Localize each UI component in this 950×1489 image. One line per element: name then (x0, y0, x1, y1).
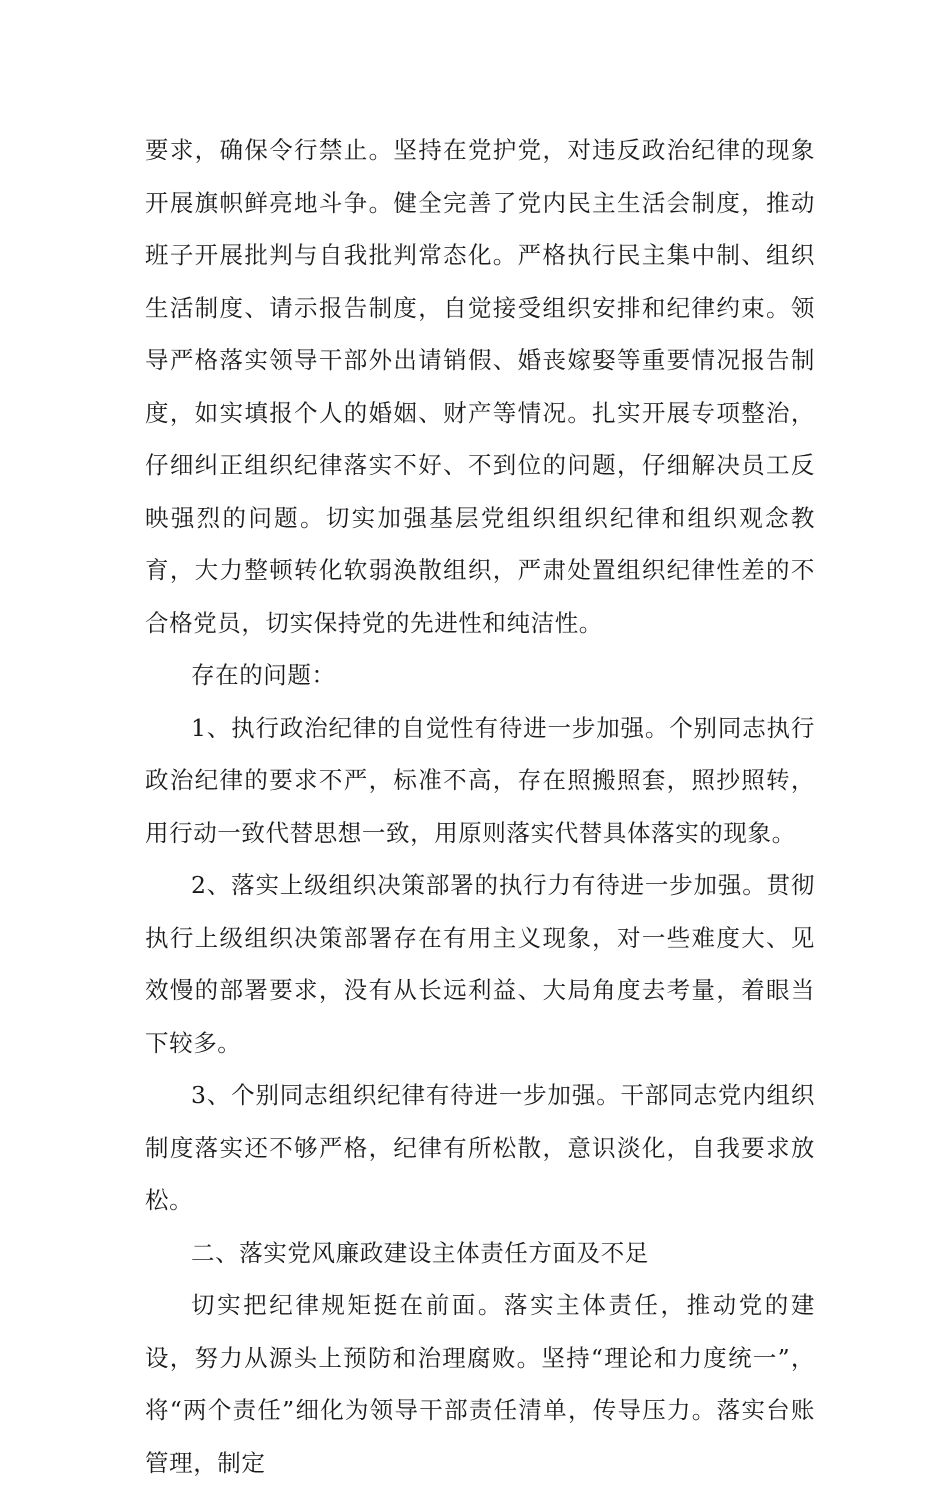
section-heading-2: 二、落实党风廉政建设主体责任方面及不足 (191, 1238, 649, 1267)
paragraph-problems-heading: 存在的问题： (191, 661, 336, 689)
paragraph-organization-discipline: 要求，确保令行禁止。坚持在党护党，对违反政治纪律的现象开展旗帜鲜亮地斗争。健全完善了党内民主生活会制度，推动班子开展批判与自我批判常态化。严格执行民主集中制、组织生活制度、请示报告制度，自觉接受组织安排和纪律约束。领导严格落实领导干部外出请销假、婚丧嫁娶等重要情况报告制度，如实填报个人的婚姻、财产等情况。扎实开展专项整治，仔细纠正组织纪律落实不好、不到位的问题，仔细解决员工反映强烈的问题。切实加强基层党组织组织纪律和组织观念教育，大力整顿转化软弱涣散组织，严肃处置组织纪律性差的不合格党员，切实保持党的先进性和纯洁性。 (145, 136, 815, 637)
paragraph-responsibility: 切实把纪律规矩挺在前面。落实主体责任，推动党的建设，努力从源头上预防和治理腐败。坚持“理论和力度统一”，将“两个责任”细化为领导干部责任清单，传导压力。落实台账管理，制定 (145, 1291, 815, 1477)
paragraph-problem-2: 2、落实上级组织决策部署的执行力有待进一步加强。贯彻执行上级组织决策部署存在有用主义现象，对一些难度大、见效慢的部署要求，没有从长远利益、大局角度去考量，着眼当下较多。 (145, 871, 815, 1057)
paragraph-problem-1: 1、执行政治纪律的自觉性有待进一步加强。个别同志执行政治纪律的要求不严，标准不高，存在照搬照套，照抄照转，用行动一致代替思想一致，用原则落实代替具体落实的现象。 (145, 713, 815, 847)
document-body (145, 124, 815, 1489)
paragraph-problem-3: 3、个别同志组织纪律有待进一步加强。干部同志党内组织制度落实还不够严格，纪律有所松散，意识淡化，自我要求放松。 (145, 1081, 815, 1214)
